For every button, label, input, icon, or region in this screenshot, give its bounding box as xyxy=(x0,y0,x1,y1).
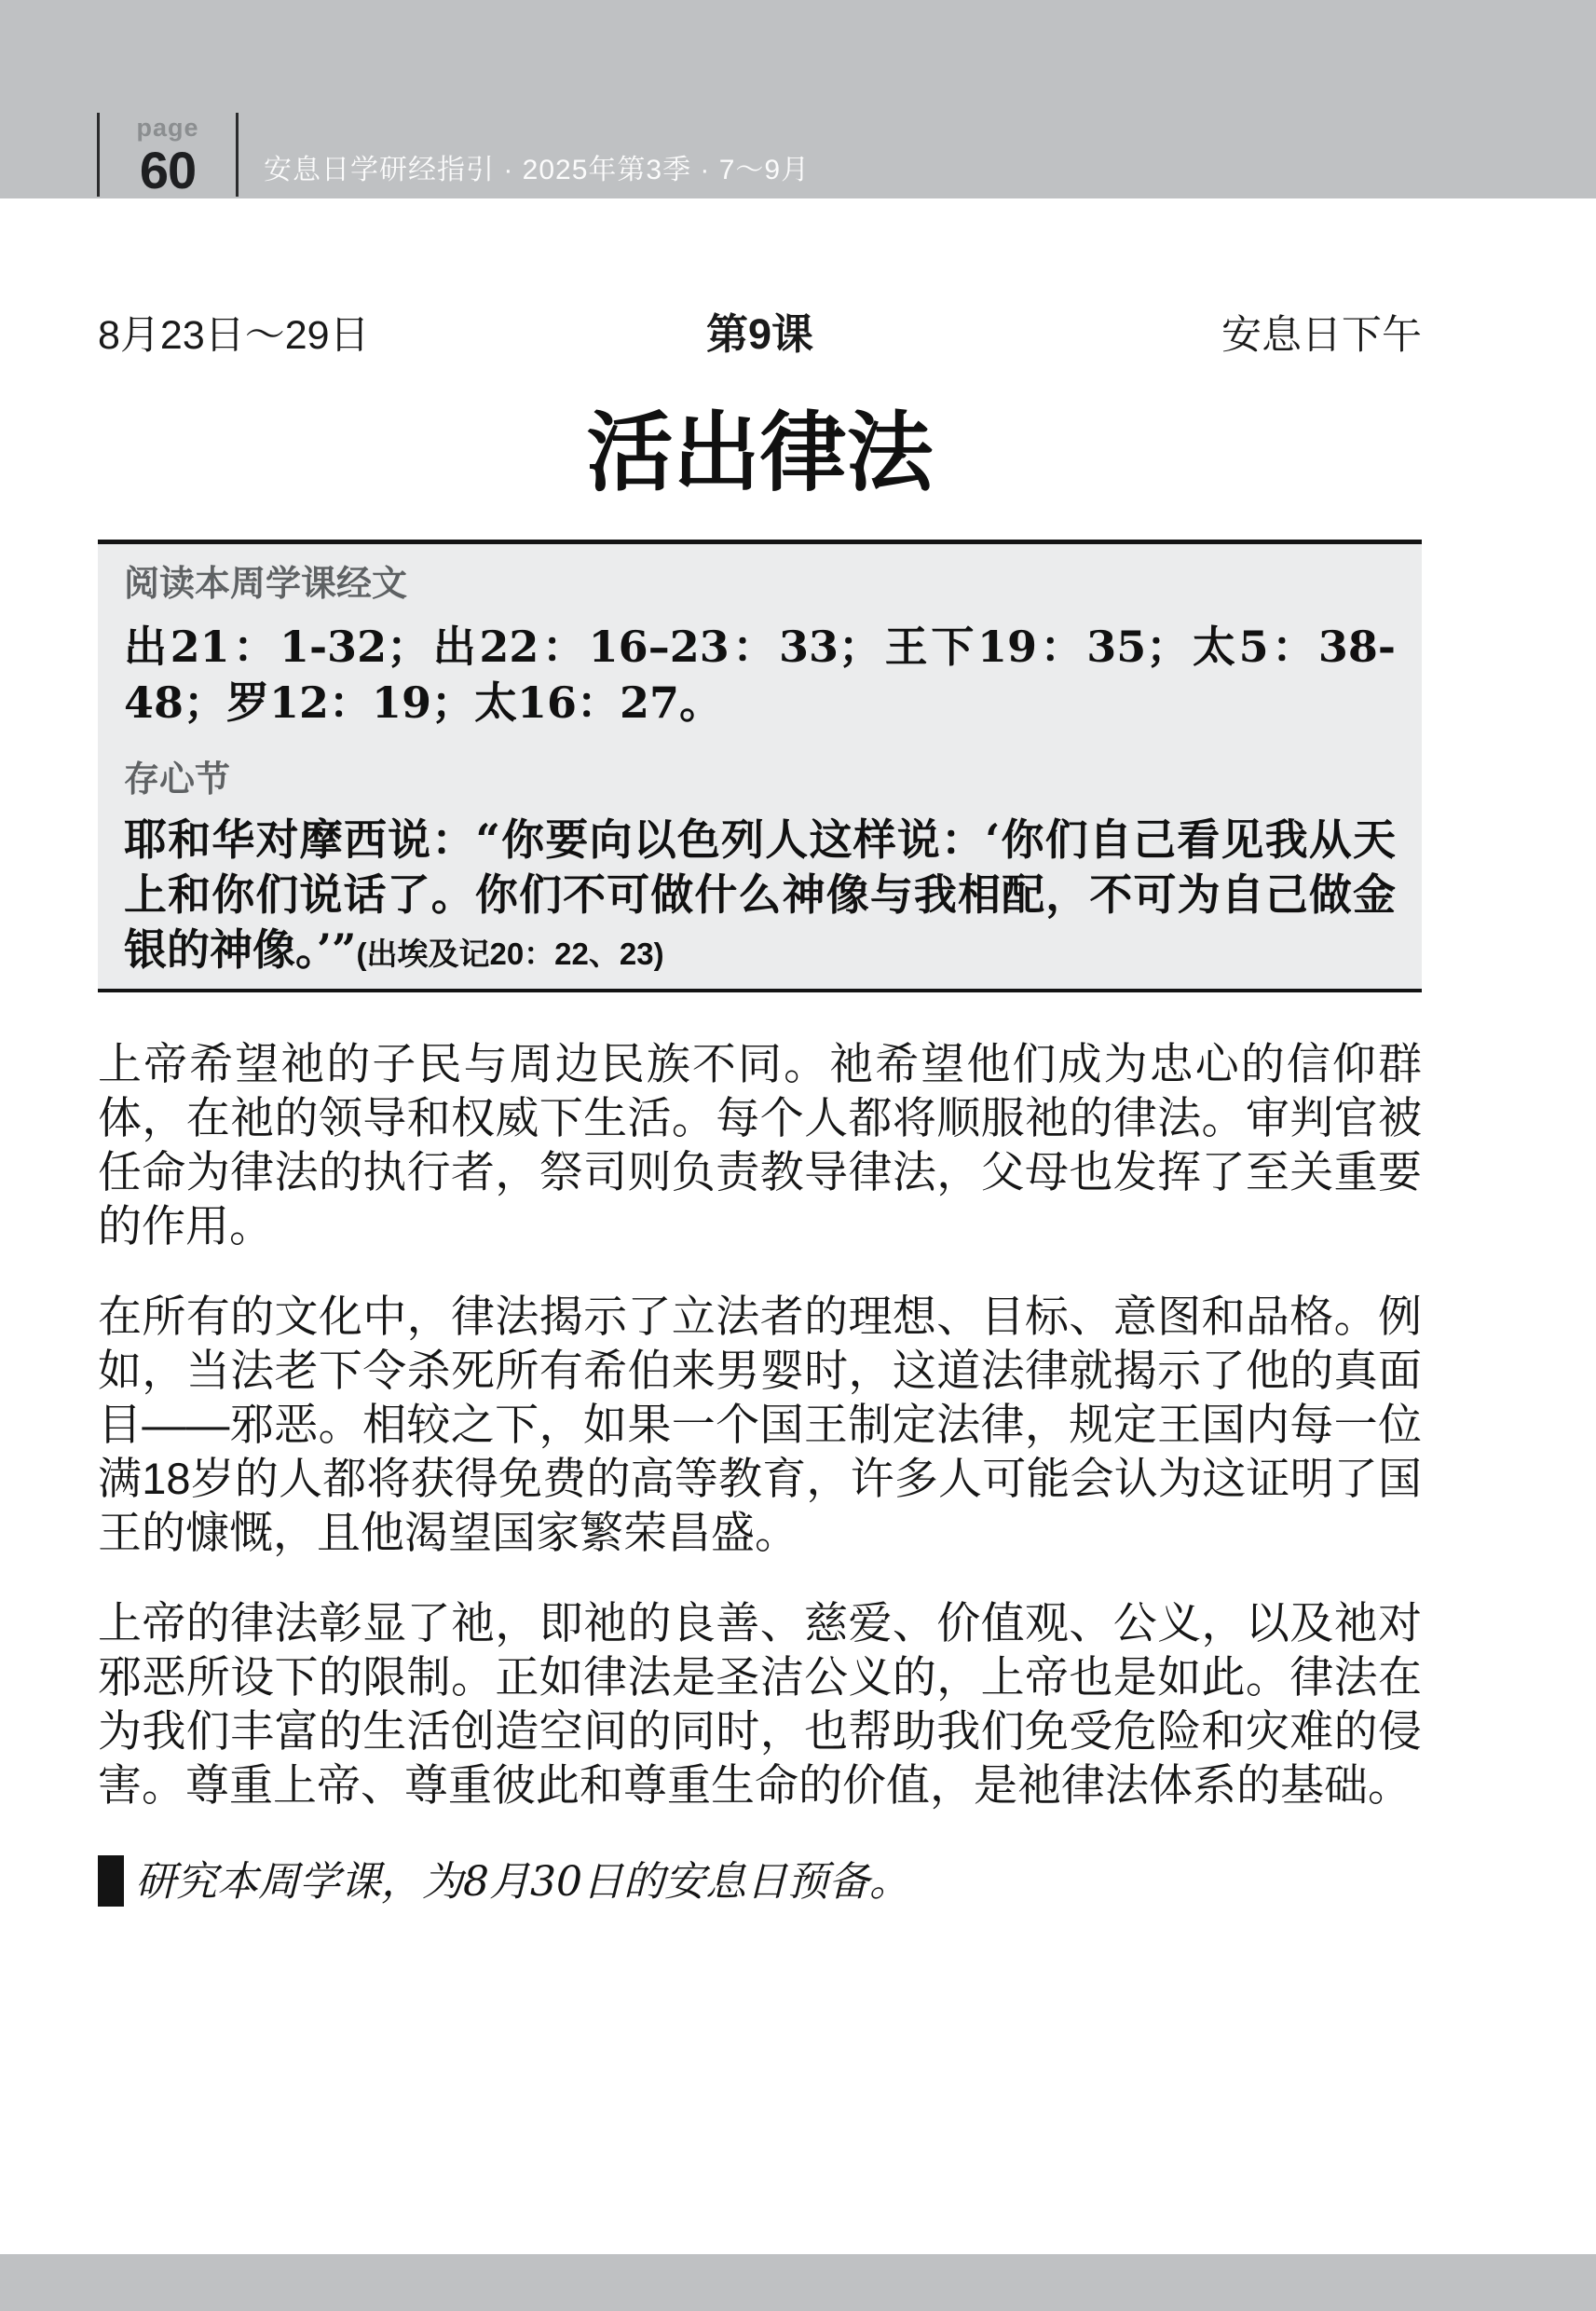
memory-verse-text: 耶和华对摩西说：“你要向以色列人这样说：‘你们自己看见我从天上和你们说话了。你们不可做什么神像与我相配，不可为自己做金银的神像。’” xyxy=(124,814,1396,975)
body-paragraph-2: 在所有的文化中，律法揭示了立法者的理想、目标、意图和品格。例如，当法老下令杀死所有希伯来男婴时，这道法律就揭示了他的真面目——邪恶。相较之下，如果一个国王制定法律，规定王国内每一位满18岁的人都将获得免费的高等教育，许多人可能会认为这证明了国王的慷慨，且他渴望国家繁荣昌盛。 xyxy=(98,1292,1422,1557)
page-number-middle xyxy=(100,113,236,197)
top-header-band xyxy=(0,0,1596,198)
page-word-label: page xyxy=(136,114,199,142)
reading-scripture-list: 出21：1-32；出22：16–23：33；王下19：35；太5：38-48；罗12：19；太16：27。 xyxy=(124,622,1396,728)
content-column xyxy=(98,198,1422,1907)
lesson-date-range: 8月23日～29日 xyxy=(98,313,370,358)
memory-verse-label: 存心节 xyxy=(124,760,231,800)
memory-verse-reference: (出埃及记20：22、23) xyxy=(356,937,664,971)
study-box xyxy=(98,540,1422,992)
bottom-footer-band xyxy=(0,2254,1596,2311)
lesson-number: 第9课 xyxy=(705,310,814,358)
lesson-title: 活出律法 xyxy=(586,402,934,503)
page-number-right-rule xyxy=(236,113,239,197)
study-note-line xyxy=(98,1855,1422,1907)
lesson-header-row xyxy=(98,312,1422,358)
body-paragraph-3: 上帝的律法彰显了祂，即祂的良善、慈爱、价值观、公义，以及祂对邪恶所设下的限制。正如律法是圣洁公义的，上帝也是如此。律法在为我们丰富的生活创造空间的同时，也帮助我们免受危险和灾难的侵害。尊重上帝、尊重彼此和尊重生命的价值，是祂律法体系的基础。 xyxy=(98,1598,1422,1810)
page-number-block xyxy=(97,113,239,197)
lesson-session: 安息日下午 xyxy=(1221,313,1422,358)
quarter-title: 安息日学研经指引 · 2025年第3季 · 7～9月 xyxy=(264,155,811,185)
reading-label: 阅读本周学课经文 xyxy=(124,565,408,604)
square-bullet-icon xyxy=(98,1855,124,1907)
page-number: 60 xyxy=(139,141,197,199)
memory-verse xyxy=(124,813,1396,981)
body-paragraph-1: 上帝希望祂的子民与周边民族不同。祂希望他们成为忠心的信仰群体，在祂的领导和权威下生活。每个人都将顺服祂的律法。审判官被任命为律法的执行者，祭司则负责教导律法，父母也发挥了至关重要的作用。 xyxy=(98,1039,1422,1251)
study-note-text: 研究本周学课，为8月30日的安息日预备。 xyxy=(135,1858,910,1906)
